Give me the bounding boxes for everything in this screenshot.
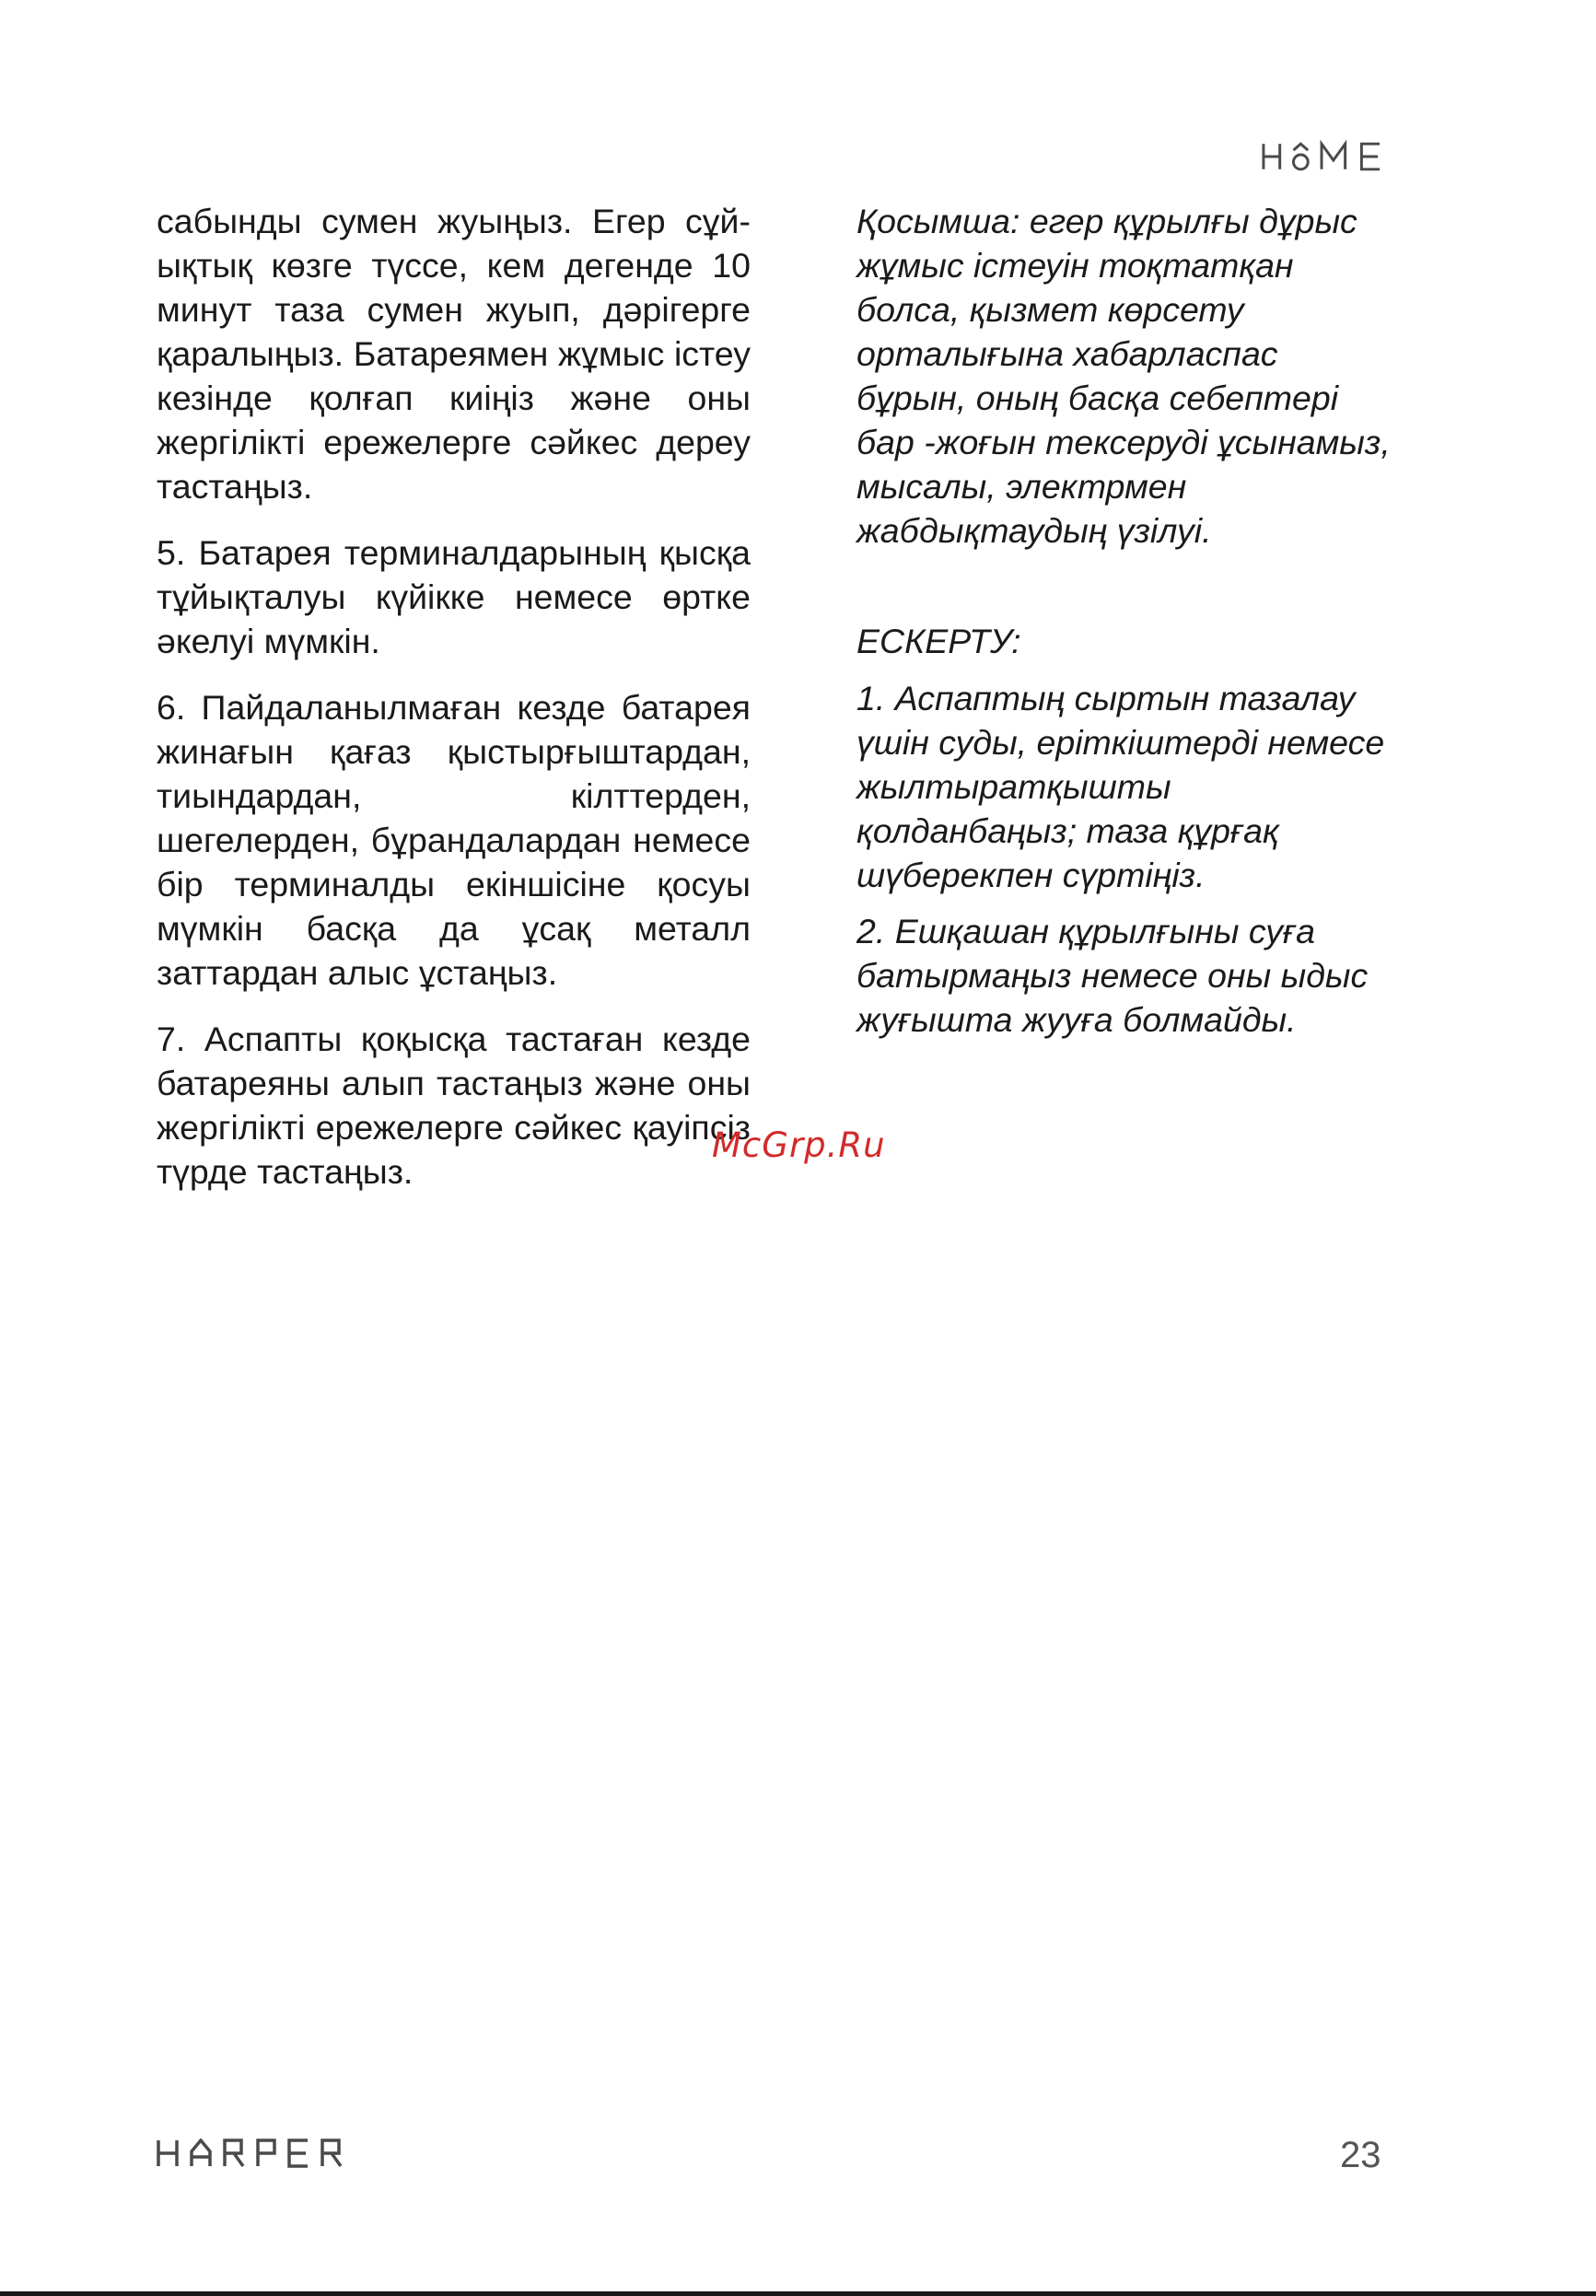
bottom-rule — [0, 2291, 1596, 2296]
warning-item-1: 1. Аспаптың сыртын тазалау үшін суды, еріткіштерді немесе жылтыратқышты қолданбаңыз; таза құрғақ шүберекпен сүртіңіз. — [856, 679, 1385, 894]
harper-logo — [157, 2139, 359, 2173]
paragraph-item-7: 7. Аспапты қоқысқа тастаған кезде батареяны алып тастаңыз және оны жергілікті ережелерге сәйкес қауіпсіз түрде тастаңыз. — [157, 1020, 751, 1191]
paragraph-item-5: 5. Батарея терминалдарының қысқа тұйықталуы күйікке немесе өртке әкелуі мүмкін. — [157, 533, 751, 660]
paragraph-item-6: 6. Пайдаланылмаған кезде батарея жинағын қағаз қыстырғыштардан, тиындардан, кілттерден, шегелерден, бұрандалардан немесе бір терминалды екіншісіне қосуы мүмкін басқа да ұсақ металл заттардан алыс ұстаңыз. — [157, 688, 751, 992]
right-column — [856, 199, 1391, 1054]
warning-heading: ЕСКЕРТУ: — [856, 622, 1021, 660]
additional-note: Қосымша: егер құрылғы дұрыс жұмыс істеуін тоқтатқан болса, қызмет көрсету орталығына хабарласпас бұрын, оның басқа себептері бар -жоғын тексеруді ұсынамыз, мысалы, электрмен жабдықтаудың үзілуі. — [856, 202, 1391, 550]
page-number: 23 — [1340, 2135, 1381, 2175]
harper-logo-mark — [157, 2139, 359, 2168]
home-logo-mark — [1260, 138, 1387, 175]
warning-item-2: 2. Ешқашан құрылғыны суға батырмаңыз немесе оны ыдыс жуғышта жууға болмайды. — [856, 912, 1369, 1039]
paragraph-battery-handling: сабынды сумен жуыңыз. Егер сұйықтық көзге түссе, кем дегенде 10 минут таза сумен жуып, дәрігерге қаралыңыз. Батареямен жұмыс істеу кезінде қолғап киіңіз және оны жергілікті ережелерге сәйкес дереу тастаңыз. — [157, 202, 751, 506]
left-column — [157, 199, 751, 1216]
home-logo — [1260, 136, 1387, 177]
watermark: McGrp.Ru — [712, 1125, 886, 1165]
